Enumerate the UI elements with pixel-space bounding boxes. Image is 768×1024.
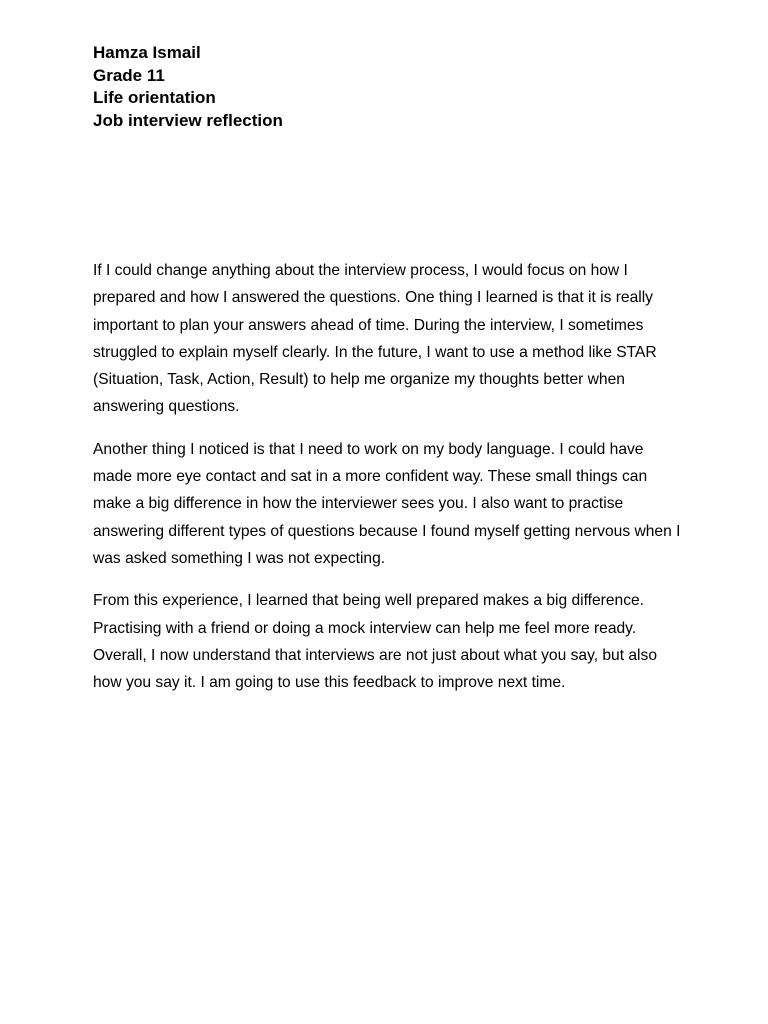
subject-label: Life orientation [93, 88, 216, 107]
document-body [93, 257, 683, 711]
grade-label: Grade 11 [93, 65, 165, 85]
author-name: Hamza Ismail [93, 43, 201, 62]
body-paragraph: If I could change anything about the interview process, I would focus on how I prepared and how I answered the questions. One thing I learned is that it is really important to plan your answers ahead of time. During the interview, I sometimes struggled to explain myself clearly. In the future, I want to use a method like STAR (Situation, Task, Action, Result) to help me organize my thoughts better when answering questions. [93, 262, 657, 416]
document-title: Job interview reflection [93, 110, 283, 130]
document-header [93, 42, 683, 132]
body-paragraph: Another thing I noticed is that I need to work on my body language. I could have made more eye contact and sat in a more confident way. These small things can make a big difference in how the interviewer sees you. I also want to practise answering different types of questions because I found myself getting nervous when I was asked something I was not expecting. [93, 440, 681, 567]
body-paragraph: From this experience, I learned that being well prepared makes a big difference. Practising with a friend or doing a mock interview can help me feel more ready. Overall, I now understand that interviews are not just about what you say, but also how you say it. I am going to use this feedback to improve next time. [93, 592, 657, 692]
